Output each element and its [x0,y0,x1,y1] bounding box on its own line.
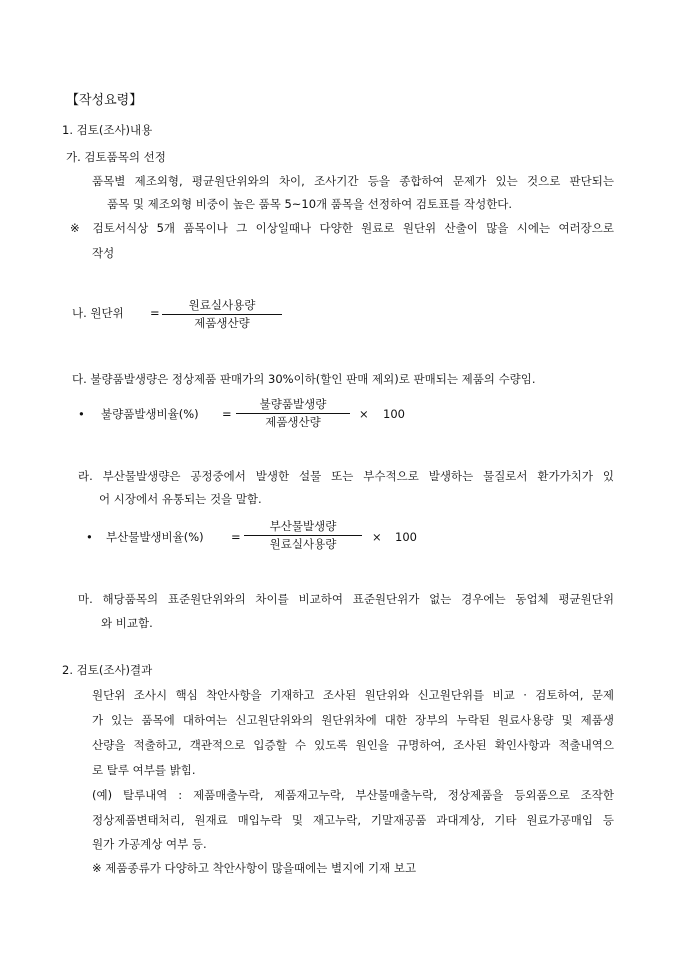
subsection-ma-line-1: 마. 해당품목의 표준원단위와의 차이를 비교하여 표준원단위가 없는 경우에는 동업체 평균원단위 [78,592,614,606]
da-times-sign: × [359,407,369,421]
ga-body-line-2: 품목 및 제조외형 비중이 높은 품목 5~10개 품목을 선정하여 검토표를 작성한다. [107,197,513,211]
s2-body-line-4: 로 탈루 여부를 밝힘. [92,763,196,777]
da-numerator: 불량품발생량 [259,397,327,411]
da-equals-sign: = [222,407,232,421]
na-numerator: 원료실사용량 [188,298,256,312]
na-equals-sign: = [150,306,160,320]
page-title: 【작성요령】 [66,93,143,108]
section-1-heading: 1. 검토(조사)내용 [62,123,153,137]
na-denominator: 제품생산량 [194,316,250,330]
ga-body-line-1: 품목별 제조외형, 평균원단위와의 차이, 조사기간 등을 종합하여 문제가 있는 것으로 판단되는 [92,174,614,188]
subsection-ra-line-2: 어 시장에서 유통되는 것을 말함. [99,492,262,506]
subsection-ma-line-2: 와 비교함. [101,616,153,630]
subsection-ga-label: 가. 검토품목의 선정 [66,150,166,164]
fraction-bar [244,535,362,536]
ga-note-line-1: ※ 검토서식상 5개 품목이나 그 이상일때나 다양한 원료로 원단위 산출이 많을 시에는 여러장으로 [70,221,614,235]
ra-numerator: 부산물발생량 [269,519,337,533]
da-fraction [236,397,350,430]
da-denominator: 제품생산량 [265,415,321,429]
ra-times-sign: × [372,530,382,544]
ra-ratio-label: 부산물발생비율(%) [106,530,204,544]
ra-equals-sign: = [231,530,241,544]
ga-note-line-2: 작성 [92,246,115,260]
subsection-ra-line-1: 라. 부산물발생량은 공정중에서 발생한 설물 또는 부수적으로 발생하는 물질로서 환가가치가 있 [78,469,614,483]
s2-example-line-1: (예) 탈루내역 : 제품매출누락, 제품재고누락, 부산물매출누락, 정상제품을 등외품으로 조작한 [92,788,614,802]
ra-factor: 100 [395,530,417,544]
da-factor: 100 [383,407,405,421]
s2-body-line-2: 가 있는 품목에 대하여는 신고원단위와의 원단위차에 대한 장부의 누락된 원료사용량 및 제품생 [92,713,614,727]
ra-fraction [244,519,362,552]
fraction-bar [162,314,282,315]
s2-example-line-2: 정상제품변태처리, 원재료 매입누락 및 재고누락, 기말재공품 과대계상, 기타 원료가공매입 등 [92,813,614,827]
s2-example-line-3: 원가 가공계상 여부 등. [92,837,207,851]
s2-body-line-3: 산량을 적출하고, 객관적으로 입증할 수 있도록 원인을 규명하여, 조사된 확인사항과 적출내역으 [92,738,614,752]
subsection-na-label: 나. 원단위 [72,306,124,320]
subsection-da-text: 다. 불량품발생량은 정상제품 판매가의 30%이하(할인 판매 제외)로 판매되는 제품의 수량임. [72,372,536,386]
section-2-heading: 2. 검토(조사)결과 [62,663,153,677]
ra-denominator: 원료실사용량 [269,537,337,551]
na-fraction [162,298,282,331]
bullet-icon: • [86,530,93,544]
da-ratio-label: 불량품발생비율(%) [101,407,199,421]
bullet-icon: • [78,407,85,421]
s2-note: ※ 제품종류가 다양하고 착안사항이 많을때에는 별지에 기재 보고 [92,861,417,875]
fraction-bar [236,413,350,414]
s2-body-line-1: 원단위 조사시 핵심 착안사항을 기재하고 조사된 원단위와 신고원단위를 비교 · 검토하여, 문제 [92,688,614,702]
